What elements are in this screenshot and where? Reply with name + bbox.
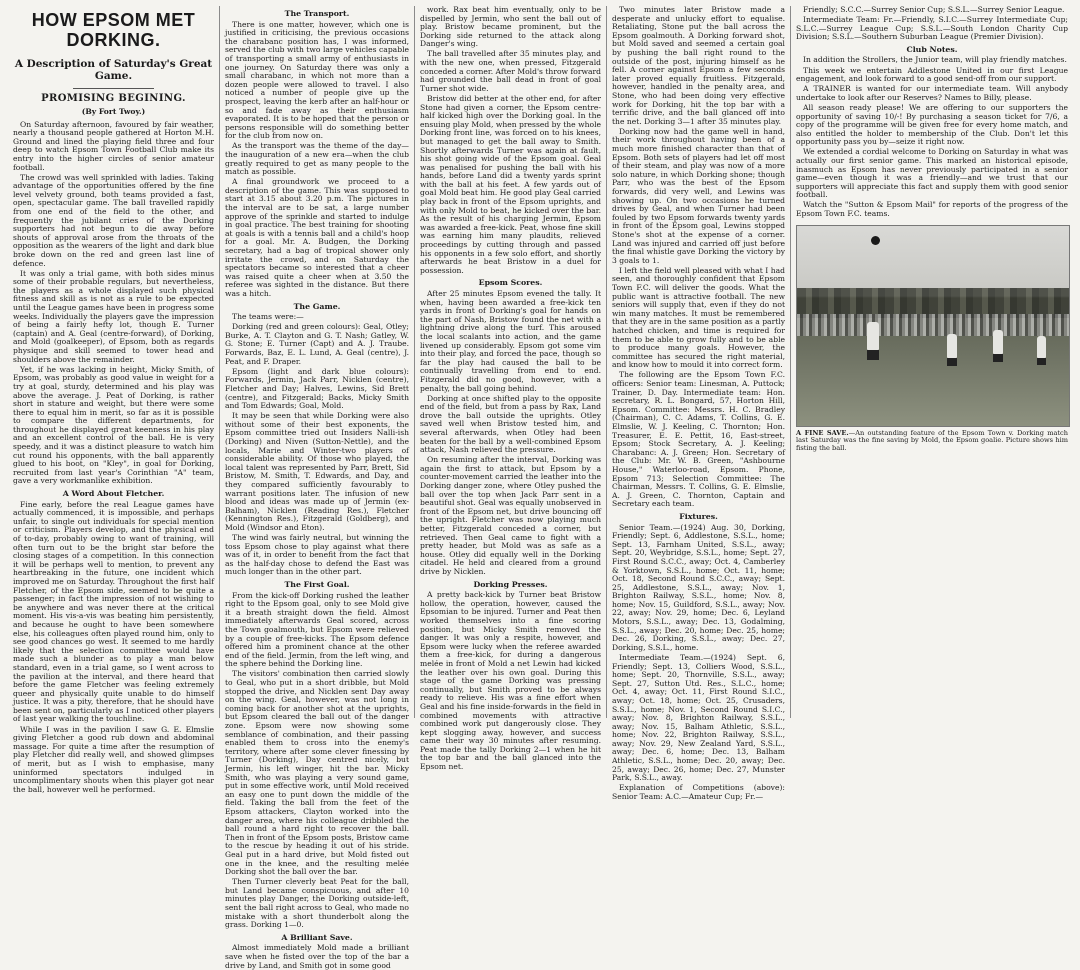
section-heading: A Word About Fletcher. [62,489,165,499]
paragraph: As the transport was the theme of the day—the inauguration of a new era—when the club greatly required to get as many people to the match as possible. [225,141,409,177]
divider [73,88,153,89]
paragraph: The visitors' combination then carried slowly to Geal, who put in a short dribble, but Mold stopped the drive, and Nicklen sent Day away on the wing. Geal, however, was not long in coming back for another shot at the uprights, but Epsom cleared the ball out of the danger zone. Epsom were now showing some semblance of combination, and their passing enabled them to cross into the enemy's territory, where after some clever finessing by Turner (Dorking), Day centred nicely, but Jermin, his left winger, hit the bar. Micky Smith, who was playing a very sound game, put in some effective work, until Mold received an easy one to punt down the middle of the field. Taking the ball from the feet of the Epsom attackers, Clayton worked into the danger area, where his colleague dribbled the ball round a hard right to recover the ball. Then in front of the Epsom posts, Bristow came to the rescue by heading it out of his stride. Geal put in a hard drive, but Mold fisted out one in the knee, and the resulting melée Dorking shot the ball over the bar. [225,669,409,877]
paragraph: A final groundwork we proceed to a description of the game. This was supposed to start at 3.15 about 3.20 p.m. The pictures in the interval are to be sat, a large number approve of the sprinkle and started to indulge in goal practice. The best training for shooting at goals is with a tennis ball and a child's hoop for a goal. Mr. A. Budgen, the Dorking secretary, had a bag of tropical shower only irritate the crowd, and on Saturday the spectators became so interested that a cheer was raised quite a cheer when at 3.50 the referee was sighted in the distance. But there was a hitch. [225,177,409,298]
section-title: PROMISING BEGINING. [41,93,186,104]
paragraph: We extended a cordial welcome to Dorking on Saturday in what was actually our first senior game. This marked an historical episode, inasmuch as Epsom has never previously participated in a senior game—even though it was a friendly—and we trust that our supporters will appreciate this fact and supply them with good senior football. [796,147,1068,200]
paragraph: All season ready please! We are offering to our supporters the opportunity of saving 10/-! By purchasing a season ticket for 7/6, a copy of the programme will be given free for every home match, and also entitled the holder to membership of the Club. Don't let this opportunity pass you by—seize it right now. [796,102,1068,147]
paragraph: Almost immediately Mold made a brilliant save when he fisted over the top of the bar a drive by Land, and Smith got in some good [225,943,409,970]
section-heading: Fixtures. [679,511,718,521]
paragraph: Watch the "Sutton & Epsom Mail" for reports of the progress of the Epsom Town F.C. teams. [796,200,1068,219]
paragraph: work. Rax beat him eventually, only to be dispelled by Jermin, who sent the ball out of play. Bristow became prominent, but the Dorking side returned to the attack along Danger's wing. [420,5,601,49]
paragraph: A TRAINER is wanted for our intermediate team. Will anybody undertake to look after our Reserves? Names to Billy, please. [796,84,1068,102]
column-4 [607,5,791,801]
paragraph: The teams were:— [232,312,304,322]
paragraph: Epsom (light and dark blue colours): Forwards, Jermin, Jack Parr, Nicklen (centre), Fletcher and Day; Halves, Lewins, Sid Brett (centre), and Fitzgerald; Backs, Micky Smith and Tom Edwards; Goal, Mold. [225,366,409,411]
paragraph: Senior Team.—(1924) Aug. 30, Dorking, Friendly; Sept. 6, Addlestone, S.S.L., home; Sept. 13, Farnham United, S.S.L., away; Sept. 20, Weybridge, S.S.L., home; Sept. 27, First Round S.C.C., away; Oct. 4, Camberley & Yorktown, S.S.L., home; Oct. 11, home; Oct. 18, Second Round S.C.C., away; Sept. 25, Addlestone, S.S.L., away; Nov. 1, Brighton Railway, S.S.L., home; Nov. 8, home; Nov. 15, Guildford, S.S.L., away; Nov. 22, away; Nov. 29, home; Dec. 6, Leyland Motors, S.S.L., away; Dec. 13, Godalming, S.S.L., away; Dec. 20, home; Dec. 25, home; Dec. 26, Dorking, S.S.L., away; Dec. 27, Dorking, S.S.L., home. [612,522,785,652]
photo-crowd [797,314,1069,336]
player-shorts [993,354,1003,362]
player-figure [993,330,1003,354]
paragraph: From the kick-off Dorking rushed the leather right to the Epsom goal, only to see Mold give it a breath straight down the field. Almost immediately afterwards Geal scored, across the Town goalmouth, but Epsom were relieved by a couple of free-kicks. The Epsom defence offered him a prominent chance at the other end of the field. Jermin, from the left wing, and the sphere behind the Dorking line. [225,590,409,669]
caption-text: —An outstanding feature of the Epsom Town v. Dorking match last Saturday was the fine saving by Mold, the Epsom goalie. Picture shows him fisting the ball. [796,428,1068,452]
paragraph: Fine early, before the real League games have actually commenced, it is impossible, and perhaps unfair, to single out individuals for special mention or criticism. Players develop, and the physical end of to-day, probably owing to want of training, will often turn out to be the bright star before the closing stages of a competition. In this connection it will be perhaps well to mention, to prevent any heartbreaking in the future, one incident which improved me on Saturday. Throughout the first half Fletcher, of the Epsom side, seemed to be quite a passenger; in fact the impression of not wishing to be anywhere and was never there at the critical moment. His vis-a-vis was beating him persistently, and because he ought to have been somewhere else, his colleagues often played round him, only to see good chances go west. It seemed to me hardly likely that the selection committee would have made such a blunder as to play a man below standard, even in a trial game, so I went across to the pavilion at the interval, and there heard that before the game Fletcher was feeling extremely queer and physically quite unable to do himself justice. It was a pity, therefore, that he should have been sent on, particularly as I noticed other players of last year walking the touchline. [13,499,214,724]
byline: (By Fort Twoy.) [81,107,146,116]
paragraph: The wind was fairly neutral, but winning the toss Epsom chose to play against what there was of it, in order to benefit from the fact that as the half-day chose to defend the East was much longer than in the other part. [225,533,409,577]
paragraph: The crowd was well sprinkled with ladies. Taking advantage of the opportunities offered by the fine level velvety ground, both teams provided a fast, open, spectacular game. The ball travelled rapidly from one end of the field to the other, and frequently the jubilant cries of the Dorking supporters had not begun to die away before shouts of approval arose from the throats of the opposition as the wearers of the light and dark blue broke down on the red and green last line of defence. [13,172,214,268]
paragraph: While I was in the pavilion I saw G. E. Elmslie giving Fletcher a good rub down and abdominal massage. For quite a time after the resumption of play Fletcher did really well, and showed glimpses of merit, but as I wish to emphasise, many uninformed spectators indulged in uncomplimentary shouts when this player got near the ball, however well he performed. [13,724,214,794]
paragraph: Intermediate Team: Fr.—Friendly, S.I.C.—Surrey Intermediate Cup; S.L.C.—Surrey League Cup; S.S.L.—South London Charity Cup Division; S.S.L.—Southern Suburban League (Premier Division). [796,15,1068,42]
paragraph: The ball travelled after 35 minutes play, and with the new one, when pressed, Fitzgerald conceded a corner. After Mold's throw forward had grounded the ball dead in front of goal Turner shot wide. [420,49,601,93]
paragraph: This week we entertain Addlestone United in our first League engagement, and look forward to a good send-off from our support. [796,65,1068,84]
paragraph: In addition the Strollers, the Junior team, will play friendly matches. [803,55,1067,65]
goalkeeper-figure [867,322,879,350]
column-2 [220,6,415,970]
goalkeeper-shorts [867,350,879,360]
paragraph: Friendly; S.C.C.—Surrey Senior Cup; S.S.L.—Surrey Senior League. [803,5,1065,14]
subheadline: A Description of Saturday's Great Game. [14,58,213,82]
paragraph: Two minutes later Bristow made a desperate and unlucky effort to equalise. Retaliating, Stone put the ball across the Epsom goalmouth. A Dorking forward shot, but Mold saved and seemed a certain goal by pushing the ball right round to the outside of the post, injuring himself as he fell. A corner against Epsom a few seconds later proved equally fruitless. Fitzgerald, however, handled in the penalty area, and Stone, who had been doing very effective work for Dorking, hit the top bar with a terrific drive, and the ball glanced off into the net. Dorking 3—1 after 35 minutes play. [612,5,785,126]
paragraph: I left the field well pleased with what I had seen, and thoroughly confident that Epsom Town F.C. will deliver the goods. What the public want is attractive football. The new seniors will supply that, even if they do not win many matches. It must be remembered that they are in the same position as a partly hatched chicken, and time is required for them to be able to grow fully and to be able to produce many goals. However, the committee has secured the right material, and know how to mould it into correct form. [612,265,785,370]
section-heading: Dorking Presses. [473,579,548,589]
paragraph: Intermediate Team.—(1924) Sept. 6, Friendly; Sept. 13, Colliers Wood, S.S.L., home; Sept. 20, Thornville, S.S.L., away; Sept. 27, Sutton Utd. Res., S.L.C., home; Oct. 4, away; Oct. 11, First Round S.I.C., away; Oct. 18, home; Oct. 25, Crusaders, S.S.L., home; Nov. 1, Second Round S.I.C., away; Nov. 8, Brighton Railway, S.S.L., away; Nov. 15, Balham Athletic, S.S.L., home; Nov. 22, Brighton Railway, S.S.L., away; Nov. 29, New Zealand Yard, S.S.L., away; Dec. 6, home; Dec. 13, Balham Athletic, S.S.L., home; Dec. 20, away; Dec. 25, away; Dec. 26, home; Dec. 27, Munster Park, S.S.L., away. [612,652,785,783]
caption-title: A FINE SAVE. [796,428,849,437]
section-heading: The Game. [293,301,341,311]
match-photo [796,225,1070,427]
section-heading: Epsom Scores. [478,278,543,288]
section-heading: A Brilliant Save. [281,932,353,942]
paragraph: Explanation of Competitions (above): Senior Team: A.C.—Amateur Cup; Fr.— [612,783,785,801]
photo-caption [796,430,1068,453]
player-figure [1037,336,1046,358]
player-shorts [947,358,957,366]
paragraph: There is one matter, however, which one is justified in criticising, the previous occasions the charabanc position has, I was informed, served the club with two large vehicles capable of transporting a small army of enthusiasts in one journey. On Saturday there was only a small charabanc, in which not more than a dozen people were allowed to travel. I also noticed a number of people give up the prospect, leaving the kerb after an half-hour or so and fade away as their enthusiasm evaporated. It is to be hoped that the person or persons responsible will do something better for the club from now on. [225,19,409,141]
player-figure [947,334,957,358]
paragraph: Bristow did better at the other end, for after Stone had given a corner, the Epsom centre-half kicked high over the Dorking goal. In the ensuing play Mold, when pressed by the whole Dorking front line, was forced on to his knees, but managed to get the ball away to Smith. Shortly afterwards Turner was again at fault, his shot going wide of the Epsom goal. Geal was penalised for pushing the ball with his hands, before Land did a twenty yards sprint with the ball at his feet. A few yards out of goal Mold beat him. He good play Geal carried play back in front of the Epsom uprights, and with only Mold to beat, he kicked over the bar. As the result of his charging Jermin, Epsom was awarded a free-kick. Peat, whose fine skill was earning him many plaudits, relieved proceedings by cutting through and passed his opponents in a few solo effort, and shortly afterwards he beat Bristow in a duel for possession. [420,93,601,275]
football-icon [871,236,880,245]
paragraph: Yet, if he was lacking in height, Micky Smith, of Epsom, was probably as good value in weight for a try at goal, sturdy, determined and his play was above the average. J. Peat of Dorking, is rather short in stature and weight, but there were some there to equal him in merit, so far as it is possible to compare the different departments, for throughout he displayed great keenness in his play and an excellent control of the ball. He is very speedy, and it was a distinct pleasure to watch him cut round his opponents, with the ball apparently glued to his boot, on "Kley", in goal for Dorking, recruited from last year's Corinthian "A" team, gave a very workmanlike exhibition. [13,364,214,486]
column-5 [791,6,1073,718]
section-heading: Club Notes. [906,44,958,54]
paragraph: The following are the Epsom Town F.C. officers: Senior team: Linesman, A. Puttock; Trainer, D. Day. Intermediate team: Hon. secretary, R. L. Bongard, 57, Horton Hill, Epsom. Committee: Messrs. H. C. Bradley (Chairman), C. C. Adams, T. Collins, G. E. Elmslie, W. J. Keeling, C. Thornton; Hon. Treasurer, E. E. Pettit, 16, East-street, Epsom; Stock Secretary, A. J. Keeling; Charabanc: A. J. Green; Hon. Secretary of the Club: Mr. W. B. Green, "Ashbourne House," Waterloo-road, Epsom. Phone, Epsom 713; Selection Committee: The Chairman, Messrs. T. Collins, G. E. Elmslie, A. J. Green, C. Thornton, Captain and Secretary each team. [612,370,785,509]
paragraph: Then Turner cleverly beat Peat for the ball, but Land became conspicuous, and after 10 minutes play Danger, the Dorking outside-left, sent the ball right across to Geal, who made no mistake with a short thunderbolt along the grass. Dorking 1—0. [225,877,409,930]
section-heading: The First Goal. [284,580,350,589]
player-shorts [1037,358,1046,365]
paragraph: It was only a trial game, with both sides minus some of their probable regulars, but nevertheless, the players as a whole displayed such physical fitness and skill as is not as a rule to be expected until the League games have been in progress some weeks. Individually the players gave the impression of being a fairly hefty lot, though E. Turner (captain) and A. Geal (centre-forward), of Dorking, and Mold (goalkeeper), of Epsom, both as regards physique and skill seemed to tower head and shoulders above the remainder. [13,268,214,364]
paragraph: On resuming after the interval, Dorking was again the first to attack, but Epsom by a counter-movement carried the leather into the Dorking danger zone, where Otley pushed the ball over the top when Jack Parr sent in a beautiful shot. Geal was equally unobserved in front of the Epsom net, but drive bouncing off the upright. Fletcher was now playing much better, Fitzgerald conceded a corner, but retrieved. Then Geal came to fight with a pretty header, but Mold was as safe as a house. Otley did equally well in the Dorking citadel. He held and cleared from a ground drive by Nicklen. [420,455,601,576]
paragraph: Dorking (red and green colours): Geal, Otley; Burke, A. T. Clayton and G. T. Nash; Gatley, W. G. Stone; E. Turner (Capt) and A. J. Traube. Forwards, Baz, E. L. Lund, A. Geal (centre), J. Peat, and F. Draper. [225,322,409,366]
column-1 [8,6,220,794]
paragraph: It may be seen that while Dorking were also without some of their best exponents, the Epsom committee tried out Insiders Nalli-ish (Dorking) and Niven (Sutton-Nettle), and the locals, Marie and Winter-two players of considerable ability. Of those who played, the local talent was represented by Parr, Brett, Sid Bristow, M. Smith, T. Edwards, and Day, and they compared sufficiently favourably to warrant positions later. The infusion of new blood and ideas was made up of Jermin (ex-Balham), Nicklen (Reading Res.), Fletcher (Kennington Res.), Fitzgerald (Goldberg), and Mold (Windsor and Eton). [225,411,409,532]
paragraph: A pretty back-kick by Turner beat Bristow hollow, the operation, however, caused the Epsomian to be injured. Turner and Peat then worked themselves into a fine scoring position, but Micky Smith removed the danger. It was only a respite, however, and Epsom were lucky when the referee awarded them a free-kick, for during a dangerous melée in front of Mold a net Lewin had kicked the leather over his own goal. During this stage of the game Dorking was pressing continually, but Smith proved to be always ready to relieve. His was a fine effort when Geal and his fine inside-forwards in the field in combined movements with attractive combined work put dangerously close. They kept slogging away, however, and success came their way 30 minutes after resuming. Peat made the tally Dorking 2—1 when he hit the top bar and the ball glanced into the Epsom net. [420,590,601,772]
paragraph: After 25 minutes Epsom evened the tally. It when, having been awarded a free-kick ten yards in front of Dorking's goal for hands on the part of Nash, Bristow found the net with a lightning drive along the turf. This aroused the local scalants into action, and the game livened up considerably. Epsom got some vim into their play, and forced the pace, though so far the play had caused the ball to be continually travelling from end to end. Fitzgerald did no good, however, with a penalty, the ball going behind. [420,289,601,393]
paragraph: Dorking now had the game well in hand, their work throughout having been of a much more finished character than that of Epsom. Both sets of players had let off most of their steam, and play was now of a more solo nature, in which Dorking shone; though Parr, who was the best of the Epsom forwards, did very well, and Lewins was showing up. On two occasions he turned drives by Geal, and when Turner had been fouled by two Epsom forwards twenty yards in front of the Epsom goal, Lewins stopped Stone's shot at the expense of a corner. Land was injured and carried off just before the final whistle gave Dorking the victory by 3 goals to 1. [612,126,785,265]
column-3 [415,5,607,772]
paragraph: On Saturday afternoon, favoured by fair weather, nearly a thousand people gathered at Horton M.H. Ground and lined the playing field three and four deep to watch Epsom Town Football Club make its entry into the higher circles of senior amateur football. [13,119,214,172]
section-heading: The Transport. [284,9,350,18]
headline: HOW EPSOM MET DORKING. [31,10,196,50]
paragraph: Dorking at once shifted play to the opposite end of the field, but from a pass by Rax, Land drove the ball outside the uprights. Otley saved well when Bristow tested him, and several afterwards, when Otley had been beaten for the ball by a well-combined Epsom attack, Nash relieved the pressure. [420,393,601,455]
